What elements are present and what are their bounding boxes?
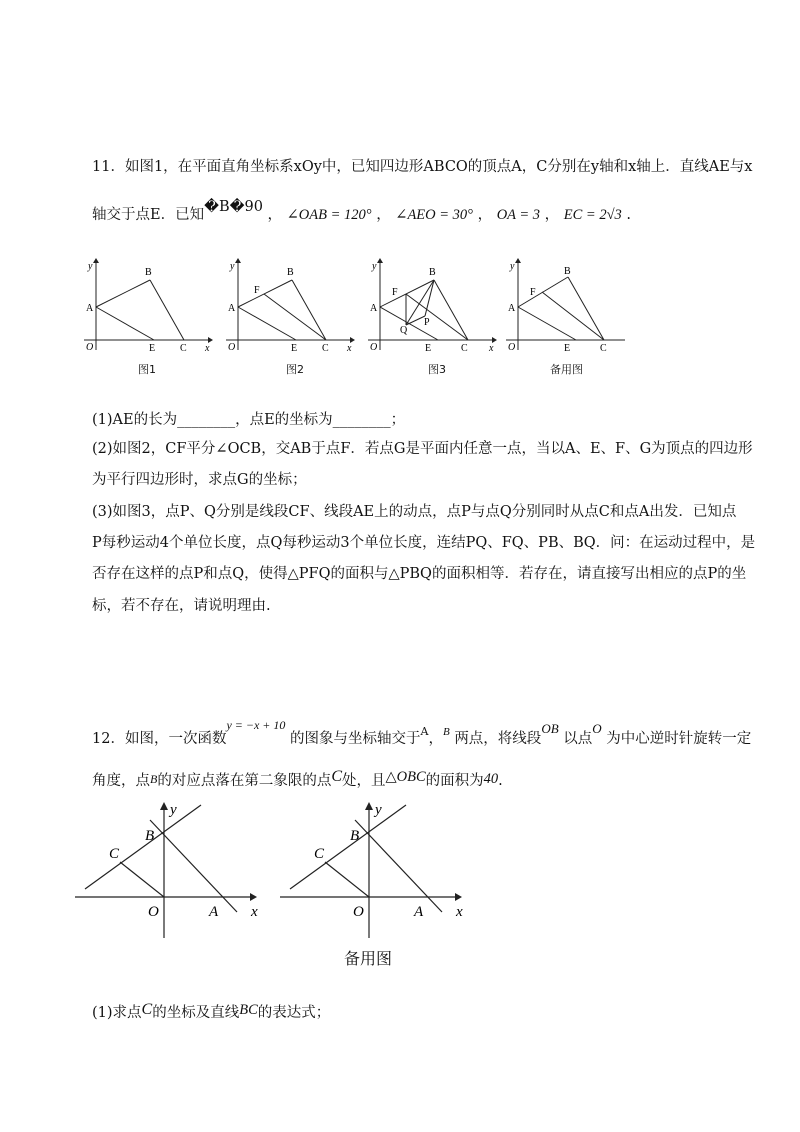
svg-text:E: E (291, 343, 298, 354)
label-c: C (180, 343, 187, 354)
svg-text:F: F (530, 287, 536, 298)
q12-line2: 角度，点B的对应点落在第二象限的点C处，且△OBC的面积为40. (92, 768, 503, 789)
svg-text:O: O (370, 342, 378, 353)
svg-text:E: E (425, 343, 432, 354)
label-o: O (86, 342, 94, 353)
svg-text:A: A (209, 904, 219, 920)
caption-fig3: 图3 (428, 363, 446, 376)
q11-part3-line2: P每秒运动4个单位长度，点Q每秒运动3个单位长度，连结PQ、FQ、PB、BQ．问：在运动过程中，是 (92, 535, 756, 551)
garbled-condition: �B�90 (204, 199, 263, 215)
svg-text:x: x (456, 904, 463, 920)
q11-figure-2 (220, 255, 355, 355)
q11-part3-line1: (3)如图3，点P、Q分别是线段CF、线段AE上的动点，点P与点Q分别同时从点C和点A出发．已知点 (92, 504, 737, 520)
svg-text:B: B (564, 266, 571, 277)
label-b: B (145, 267, 152, 278)
q12-line1: 12．如图，一次函数$^{y = -x + 10}$ 的图象与坐标轴交于$^A$，$^B$ 两点，将线段OB 以点O 为中心逆时针旋转一定 (92, 718, 752, 747)
q11-part3-line4: 标，若不存在，请说明理由. (92, 598, 271, 614)
svg-text:y: y (230, 261, 235, 272)
svg-text:y: y (510, 261, 515, 272)
segment-ae (96, 307, 154, 340)
y-arrow (93, 258, 99, 263)
line-ab (150, 820, 237, 912)
segment-pb (425, 280, 434, 316)
caption-q12-spare: 备用图 (344, 949, 393, 968)
angle-oab: ∠OAB = 120° (286, 207, 372, 223)
svg-text:E: E (564, 343, 571, 354)
svg-text:C: C (314, 846, 325, 862)
svg-text:O: O (508, 342, 516, 353)
q11-part2-line2: 为平行四边形时，求点G的坐标； (92, 472, 307, 488)
svg-text:A: A (414, 904, 424, 920)
q11-part3-line3: 否存在这样的点P和点Q，使得△PFQ的面积与△PBQ的面积相等．若存在，请直接写出相应的点P的坐 (92, 566, 747, 582)
q11-spare-figure (500, 255, 635, 355)
q11-line2: 轴交于点E．已知�B�90 ， ∠OAB = 120° ， ∠AEO = 30° ， OA = 3 ， EC = 2√3 . (92, 199, 632, 223)
label-a: A (86, 303, 94, 314)
q12-spare-figure (280, 800, 480, 940)
svg-text:A: A (508, 303, 516, 314)
q12-part1: (1)求点C的坐标及直线BC的表达式； (92, 1001, 331, 1021)
q11-part2-line1: (2)如图2，CF平分∠OCB，交AB于点F．若点G是平面内任意一点，当以A、E、F、G为顶点的四边形 (92, 441, 753, 457)
q11-part1: (1)AE的长为________，点E的坐标为________； (92, 412, 406, 428)
label-q: Q (400, 325, 408, 336)
caption-spare: 备用图 (550, 363, 583, 376)
label-f: F (254, 285, 260, 296)
caption-fig1: 图1 (138, 363, 156, 376)
svg-text:C: C (461, 343, 468, 354)
svg-text:x: x (489, 343, 494, 354)
svg-text:x: x (347, 343, 352, 354)
svg-text:x: x (251, 904, 258, 920)
svg-text:B: B (350, 828, 360, 844)
svg-text:O: O (228, 342, 236, 353)
label-p: P (424, 317, 430, 328)
label-y: y (88, 261, 93, 272)
label-x: x (205, 343, 210, 354)
svg-text:C: C (600, 343, 607, 354)
svg-text:A: A (370, 303, 378, 314)
svg-text:B: B (145, 828, 155, 844)
ec-length: EC = 2√3 (563, 207, 622, 223)
q11-line1: 11．如图1，在平面直角坐标系xOy中，已知四边形ABCO的顶点A，C分别在y轴和x轴上．直线AE与x (92, 159, 753, 175)
line-bc (85, 805, 201, 889)
segment-cf (264, 294, 326, 340)
svg-text:O: O (353, 904, 364, 920)
svg-text:C: C (109, 846, 120, 862)
linear-function: y = −x + 10 (226, 718, 286, 732)
oa-length: OA = 3 (496, 207, 541, 223)
svg-text:A: A (228, 303, 236, 314)
svg-text:B: B (429, 267, 436, 278)
svg-text:y: y (375, 802, 382, 818)
svg-text:B: B (287, 267, 294, 278)
svg-text:O: O (148, 904, 159, 920)
segment-oc (120, 862, 164, 897)
q11-figure-3 (362, 255, 497, 355)
segment-bc (150, 280, 184, 340)
q12-figure (75, 800, 275, 940)
svg-text:y: y (170, 802, 177, 818)
caption-fig2: 图2 (286, 363, 304, 376)
angle-aeo: ∠AEO = 30° (395, 207, 473, 223)
label-e: E (149, 343, 156, 354)
q11-figure-1 (78, 255, 213, 355)
svg-text:F: F (392, 287, 398, 298)
svg-text:C: C (322, 343, 329, 354)
segment-ab (96, 280, 150, 307)
svg-text:y: y (372, 261, 377, 272)
